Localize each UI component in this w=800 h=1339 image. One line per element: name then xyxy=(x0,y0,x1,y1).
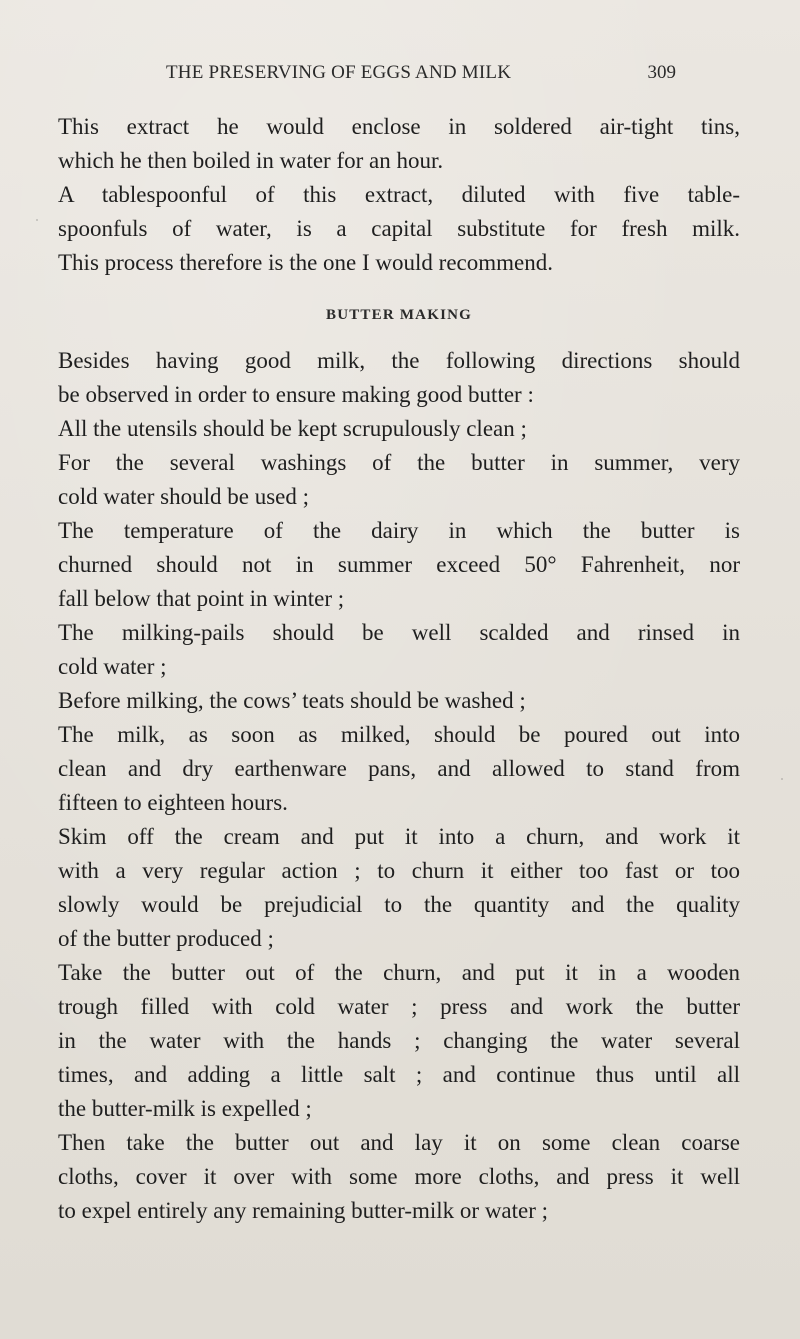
text-line: fall below that point in winter ; xyxy=(58,586,345,611)
running-title: THE PRESERVING OF EGGS AND MILK xyxy=(166,62,512,83)
page-header xyxy=(166,62,676,86)
text-line: Besides having good milk, the following directions should xyxy=(58,348,740,373)
body-text xyxy=(58,110,740,1228)
paper-speck xyxy=(781,778,783,780)
text-line: with a very regular action ; to churn it either too fast or too xyxy=(58,858,740,883)
text-line: trough filled with cold water ; press and work the butter xyxy=(58,994,740,1019)
text-line: to expel entirely any remaining butter-milk or water ; xyxy=(58,1198,549,1223)
text-line: fifteen to eighteen hours. xyxy=(58,790,288,815)
text-line: times, and adding a little salt ; and continue thus until all xyxy=(58,1062,740,1087)
text-line: clean and dry earthenware pans, and allowed to stand from xyxy=(58,756,740,781)
text-line: cold water ; xyxy=(58,654,167,679)
section-heading: BUTTER MAKING xyxy=(325,307,473,323)
text-line: slowly would be prejudicial to the quantity and the quality xyxy=(58,892,740,917)
text-line: A tablespoonful of this extract, diluted with five table- xyxy=(58,182,740,207)
text-line: The milk, as soon as milked, should be poured out into xyxy=(58,722,740,747)
text-line: which he then boiled in water for an hour. xyxy=(58,148,444,173)
text-line: All the utensils should be kept scrupulously clean ; xyxy=(58,416,527,441)
text-line: in the water with the hands ; changing the water several xyxy=(58,1028,740,1053)
text-line: be observed in order to ensure making good butter : xyxy=(58,382,534,407)
text-line: The temperature of the dairy in which the butter is xyxy=(58,518,740,543)
text-line: cloths, cover it over with some more cloths, and press it well xyxy=(58,1164,740,1189)
text-line: churned should not in summer exceed 50° Fahrenheit, nor xyxy=(58,552,740,577)
text-line: The milking-pails should be well scalded and rinsed in xyxy=(58,620,740,645)
page-number: 309 xyxy=(647,62,676,83)
text-line: of the butter produced ; xyxy=(58,926,274,951)
text-line: spoonfuls of water, is a capital substitute for fresh milk. xyxy=(58,216,740,241)
text-line: Skim off the cream and put it into a churn, and work it xyxy=(58,824,740,849)
text-line: Before milking, the cows’ teats should be washed ; xyxy=(58,688,526,713)
text-line: This process therefore is the one I would recommend. xyxy=(58,250,553,275)
text-line: the butter-milk is expelled ; xyxy=(58,1096,312,1121)
paper-speck xyxy=(36,219,38,221)
text-line: This extract he would enclose in soldered air-tight tins, xyxy=(58,114,740,139)
text-line: Then take the butter out and lay it on some clean coarse xyxy=(58,1130,740,1155)
text-line: Take the butter out of the churn, and put it in a wooden xyxy=(58,960,740,985)
text-line: For the several washings of the butter in summer, very xyxy=(58,450,740,475)
text-line: cold water should be used ; xyxy=(58,484,310,509)
